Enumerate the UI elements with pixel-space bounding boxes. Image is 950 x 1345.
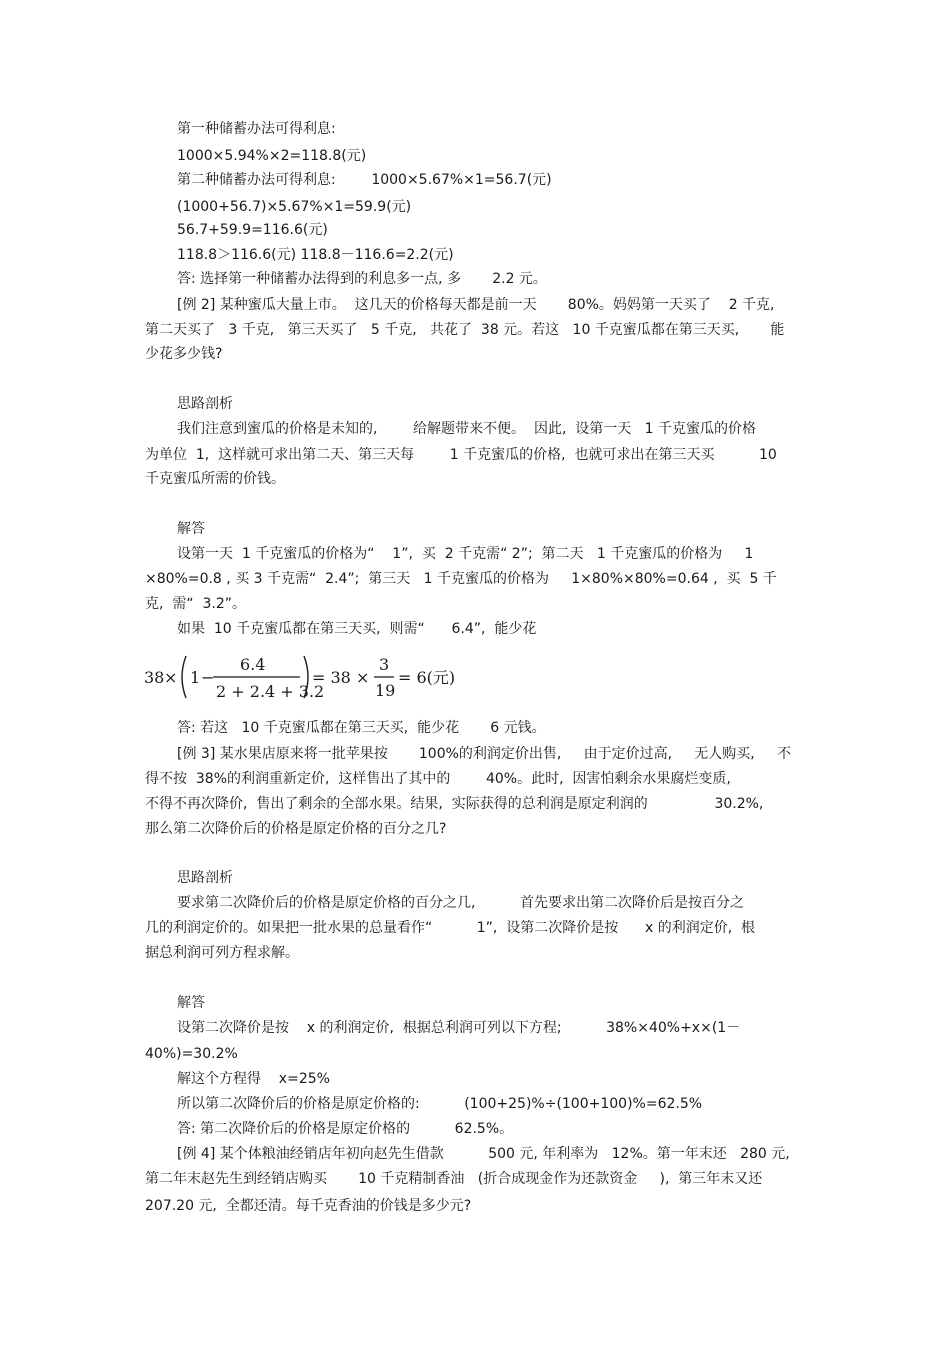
savings-formula [140,648,456,706]
text-line: (1000+56.7)×5.67%×1=59.9(元) [177,199,412,215]
text-line: 千克蜜瓜所需的价钱。 [145,471,285,487]
formula-minus: − [201,668,215,687]
text-line: 207.20 元, 全都还清。每千克香油的价钱是多少元? [145,1198,472,1214]
formula-one: 1 [190,668,201,687]
text-line: 如果 10 千克蜜瓜都在第三天买, 则需“ 6.4”, 能少花 [177,621,537,637]
text-line: 第二种储蓄办法可得利息: 1000×5.67%×1=56.7(元) [177,172,552,188]
left-paren-icon [182,656,186,698]
formula-n2: 3 [379,655,390,674]
text-line: 不得不再次降价, 售出了剩余的全部水果。结果, 实际获得的总利润是原定利润的 30.2%, [145,796,764,812]
text-line: 解这个方程得 x=25% [177,1071,330,1087]
formula-times: × [164,668,178,687]
text-line: 56.7+59.9=116.6(元) [177,222,328,238]
text-line: [例 2] 某种蜜瓜大量上市。 这几天的价格每天都是前一天 80%。妈妈第一天买了 2 千克, [177,297,775,313]
text-line: 1000×5.94%×2=118.8(元) [177,148,367,164]
text-line: 第二天买了 3 千克, 第三天买了 5 千克, 共花了 38 元。若这 10 千克蜜瓜都在第三天买, 能 [145,322,785,338]
text-line: 40%)=30.2% [145,1046,238,1062]
text-line: ×80%=0.8 , 买 3 千克需“ 2.4”; 第三天 1 千克蜜瓜的价格为 1×80%×80%=0.64 , 买 5 千 [145,571,777,587]
text-line: 要求第二次降价后的价格是原定价格的百分之几, 首先要求出第二次降价后是按百分之 [177,895,744,911]
text-line: 几的利润定价的。如果把一批水果的总量看作“ 1”, 设第二次降价是按 x 的利润定价, 根 [145,920,756,936]
text-line: 我们注意到蜜瓜的价格是未知的, 给解题带来不便。 因此, 设第一天 1 千克蜜瓜的价格 [177,421,757,437]
section-heading: 思路剖析 [177,870,233,886]
section-heading: 解答 [177,521,205,537]
text-line: [例 3] 某水果店原来将一批苹果按 100%的利润定价出售, 由于定价过高, 无人购买, 不 [177,746,792,762]
text-line: 所以第二次降价后的价格是原定价格的: (100+25)%÷(100+100)%=62.5% [177,1096,703,1112]
text-line: 答: 第二次降价后的价格是原定价格的 62.5%。 [177,1121,514,1137]
formula-result: = 6(元) [398,668,456,687]
text-line: 118.8＞116.6(元) 118.8－116.6=2.2(元) [177,247,454,263]
section-heading: 思路剖析 [177,396,233,412]
text-line: [例 4] 某个体粮油经销店年初向赵先生借款 500 元, 年利率为 12%。第一年末还 280 元, [177,1146,790,1162]
text-line: 得不按 38%的利润重新定价, 这样售出了其中的 40%。此时, 因害怕剩余水果腐烂变质, [145,771,731,787]
text-line: 少花多少钱? [145,346,223,362]
text-line: 设第一天 1 千克蜜瓜的价格为“ 1”, 买 2 千克需“ 2”; 第二天 1 千克蜜瓜的价格为 1 [177,546,754,562]
formula-numerator: 6.4 [240,655,266,674]
formula-eq1: = 38 × [312,668,370,687]
formula-d2: 19 [375,681,396,700]
text-line: 第二年末赵先生到经销店购买 10 千克精制香油 (折合成现金作为还款资金 ), 第三年末又还 [145,1171,763,1187]
text-line: 答: 选择第一种储蓄办法得到的利息多一点, 多 2.2 元。 [177,271,547,287]
formula-38: 38 [144,668,165,687]
text-line: 答: 若这 10 千克蜜瓜都在第三天买, 能少花 6 元钱。 [177,720,546,736]
section-heading: 解答 [177,995,205,1011]
text-line: 第一种储蓄办法可得利息: [177,121,336,137]
formula-denominator: 2 + 2.4 + 3.2 [216,682,325,701]
text-line: 为单位 1, 这样就可求出第二天、第三天每 1 千克蜜瓜的价格, 也就可求出在第三天买 10 [145,447,777,463]
text-line: 那么第二次降价后的价格是原定价格的百分之几? [145,821,447,837]
text-line: 克, 需“ 3.2”。 [145,596,247,612]
text-line: 据总利润可列方程求解。 [145,945,299,961]
text-line: 设第二次降价是按 x 的利润定价, 根据总利润可列以下方程; 38%×40%+x×(1－ [177,1020,741,1036]
